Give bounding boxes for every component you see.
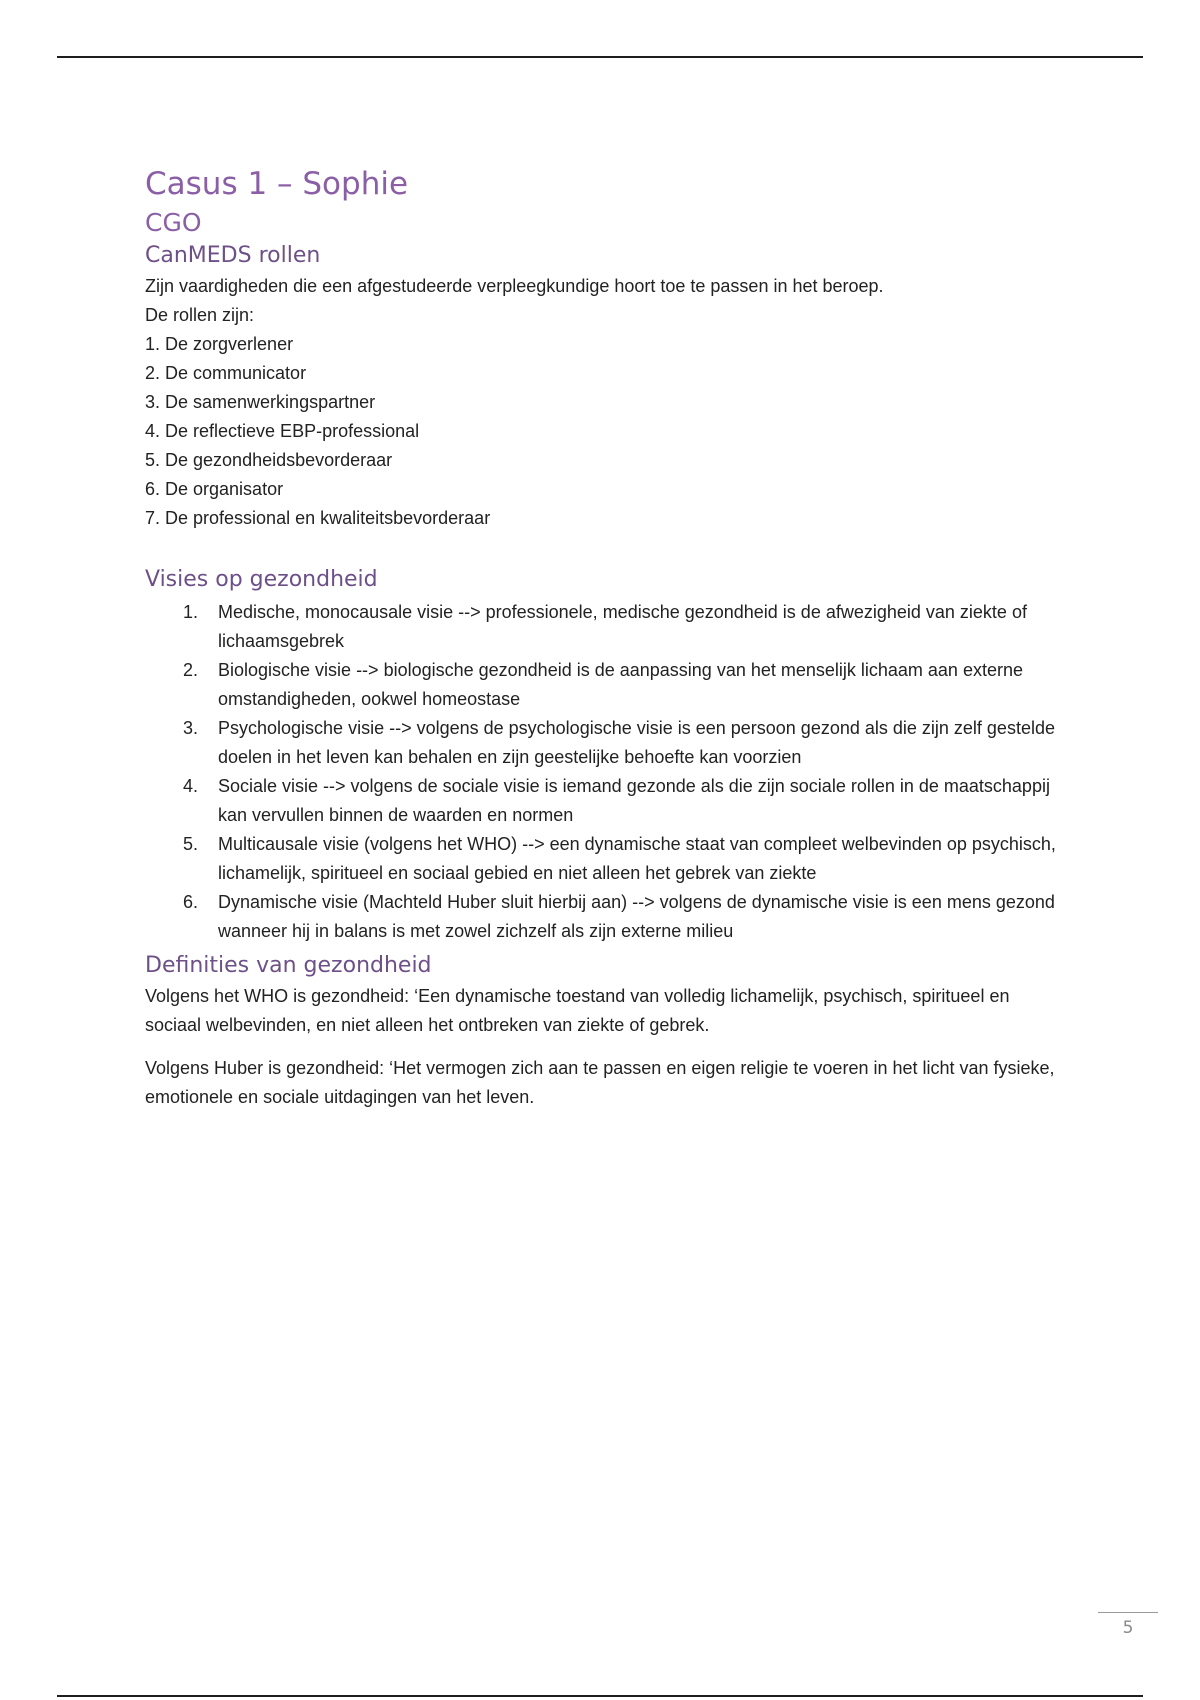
definities-heading: Definities van gezondheid xyxy=(145,953,432,978)
list-item: 7. De professional en kwaliteitsbevorderaar xyxy=(145,508,491,528)
roles-intro: De rollen zijn: xyxy=(145,305,255,325)
footer-rule xyxy=(57,1695,1143,1697)
list-item xyxy=(183,598,1065,656)
list-item: 6. De organisator xyxy=(145,479,284,499)
list-item xyxy=(183,772,1065,830)
spacer xyxy=(145,533,1065,564)
list-item: 3. De samenwerkingspartner xyxy=(145,392,376,412)
list-text: Biologische visie --> biologische gezondheid is de aanpassing van het menselijk lichaam aan externe omstandigheden, ookwel homeostase xyxy=(218,660,1023,709)
list-text: Psychologische visie --> volgens de psychologische visie is een persoon gezond als die zijn zelf gestelde doelen in het leven kan behalen en zijn geestelijke behoefte kan voorzien xyxy=(218,718,1055,767)
canmeds-roles-list xyxy=(145,330,1065,533)
list-item: 1. De zorgverlener xyxy=(145,334,294,354)
list-number: 2. xyxy=(183,660,199,680)
who-definition: Volgens het WHO is gezondheid: ‘Een dynamische toestand van volledig lichamelijk, psychisch, spiritueel en sociaal welbevinden, en niet alleen het ontbreken van ziekte of gebrek. xyxy=(145,986,1010,1035)
visies-heading: Visies op gezondheid xyxy=(145,567,378,592)
spacer xyxy=(145,1040,1065,1054)
list-number: 3. xyxy=(183,718,199,738)
canmeds-heading: CanMEDS rollen xyxy=(145,243,321,268)
list-text: Multicausale visie (volgens het WHO) --> een dynamische staat van compleet welbevinden op psychisch, lichamelijk, spiritueel en sociaal gebied en niet alleen het gebrek van ziekte xyxy=(218,834,1056,883)
visies-list xyxy=(145,598,1065,946)
page-number: 5 xyxy=(1122,1618,1134,1638)
section-heading-cgo: CGO xyxy=(145,208,202,237)
list-number: 1. xyxy=(183,602,199,622)
list-item xyxy=(183,714,1065,772)
list-number: 4. xyxy=(183,776,199,796)
huber-definition: Volgens Huber is gezondheid: ‘Het vermogen zich aan te passen en eigen religie te voeren in het licht van fysieke, emotionele en sociale uitdagingen van het leven. xyxy=(145,1058,1055,1107)
list-text: Sociale visie --> volgens de sociale visie is iemand gezonde als die zijn sociale rollen in de maatschappij kan vervullen binnen de waarden en normen xyxy=(218,776,1050,825)
list-item xyxy=(183,888,1065,946)
list-item xyxy=(183,830,1065,888)
canmeds-intro: Zijn vaardigheden die een afgestudeerde verpleegkundige hoort toe te passen in het beroep. xyxy=(145,276,884,296)
list-text: Medische, monocausale visie --> professionele, medische gezondheid is de afwezigheid van ziekte of lichaamsgebrek xyxy=(218,602,1027,651)
list-item: 4. De reflectieve EBP-professional xyxy=(145,421,420,441)
header-rule xyxy=(57,56,1143,58)
page-content xyxy=(145,162,1065,1112)
list-item xyxy=(183,656,1065,714)
list-item: 2. De communicator xyxy=(145,363,307,383)
list-text: Dynamische visie (Machteld Huber sluit hierbij aan) --> volgens de dynamische visie is een mens gezond wanneer hij in balans is met zowel zichzelf als zijn externe milieu xyxy=(218,892,1055,941)
list-number: 5. xyxy=(183,834,199,854)
list-item: 5. De gezondheidsbevorderaar xyxy=(145,450,393,470)
list-number: 6. xyxy=(183,892,199,912)
page-number-rule xyxy=(1098,1612,1158,1613)
document-title: Casus 1 – Sophie xyxy=(145,166,409,202)
